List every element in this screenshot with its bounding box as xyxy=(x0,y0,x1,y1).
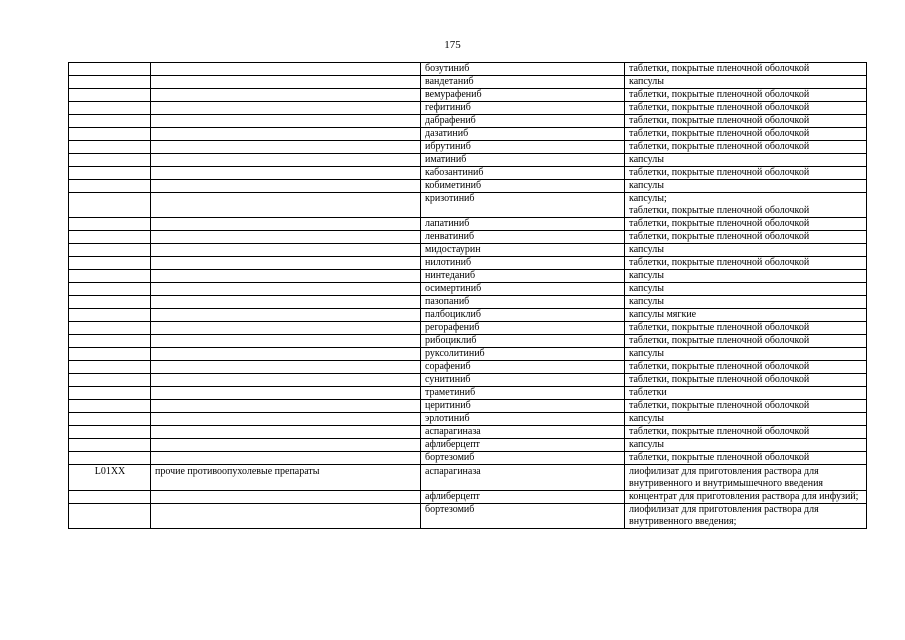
atc-code-cell xyxy=(69,439,151,452)
drug-name-cell: пазопаниб xyxy=(421,296,625,309)
drug-name-cell: ленватиниб xyxy=(421,231,625,244)
pharm-group-cell xyxy=(151,361,421,374)
dosage-form-cell: капсулы мягкие xyxy=(625,309,867,322)
drug-name-cell: дазатиниб xyxy=(421,128,625,141)
table-row xyxy=(69,231,867,244)
dosage-form-cell: лиофилизат для приготовления раствора для внутривенного и внутримышечного введения xyxy=(625,465,867,491)
table-row xyxy=(69,270,867,283)
drug-name-cell: кабозантиниб xyxy=(421,167,625,180)
atc-code-cell xyxy=(69,128,151,141)
table-row xyxy=(69,348,867,361)
pharm-group-cell xyxy=(151,89,421,102)
table-row xyxy=(69,361,867,374)
atc-code-cell xyxy=(69,115,151,128)
pharm-group-cell xyxy=(151,180,421,193)
pharm-group-cell xyxy=(151,374,421,387)
pharm-group-cell xyxy=(151,115,421,128)
dosage-form-cell: капсулы xyxy=(625,413,867,426)
table-row xyxy=(69,452,867,465)
drug-name-cell: траметиниб xyxy=(421,387,625,400)
pharm-group-cell xyxy=(151,102,421,115)
drug-name-cell: дабрафениб xyxy=(421,115,625,128)
table-row xyxy=(69,309,867,322)
dosage-form-cell: капсулы xyxy=(625,180,867,193)
atc-code-cell xyxy=(69,180,151,193)
atc-code-cell xyxy=(69,491,151,504)
drug-name-cell: афлиберцепт xyxy=(421,439,625,452)
dosage-form-cell: таблетки, покрытые пленочной оболочкой xyxy=(625,89,867,102)
drug-name-cell: палбоциклиб xyxy=(421,309,625,322)
dosage-form-cell: капсулы xyxy=(625,348,867,361)
pharm-group-cell xyxy=(151,335,421,348)
drug-name-cell: руксолитиниб xyxy=(421,348,625,361)
atc-code-cell xyxy=(69,309,151,322)
pharm-group-cell xyxy=(151,491,421,504)
drug-name-cell: мидостаурин xyxy=(421,244,625,257)
table-row xyxy=(69,76,867,89)
drug-name-cell: церитиниб xyxy=(421,400,625,413)
table-row xyxy=(69,89,867,102)
pharm-group-cell xyxy=(151,452,421,465)
dosage-form-cell: капсулы xyxy=(625,296,867,309)
pharm-group-cell xyxy=(151,348,421,361)
atc-code-cell xyxy=(69,63,151,76)
atc-code-cell xyxy=(69,89,151,102)
dosage-form-cell: таблетки, покрытые пленочной оболочкой xyxy=(625,335,867,348)
pharm-group-cell xyxy=(151,167,421,180)
pharm-group-cell xyxy=(151,400,421,413)
table-row xyxy=(69,193,867,218)
dosage-form-cell: таблетки, покрытые пленочной оболочкой xyxy=(625,115,867,128)
pharm-group-cell: прочие противоопухолевые препараты xyxy=(151,465,421,491)
table-row xyxy=(69,322,867,335)
dosage-form-cell: таблетки, покрытые пленочной оболочкой xyxy=(625,141,867,154)
drug-name-cell: сунитиниб xyxy=(421,374,625,387)
table-row xyxy=(69,504,867,529)
atc-code-cell xyxy=(69,335,151,348)
table-row xyxy=(69,426,867,439)
drug-name-cell: ибрутиниб xyxy=(421,141,625,154)
table-row xyxy=(69,244,867,257)
table-row xyxy=(69,413,867,426)
atc-code-cell xyxy=(69,141,151,154)
dosage-form-cell: таблетки, покрытые пленочной оболочкой xyxy=(625,167,867,180)
drug-name-cell: регорафениб xyxy=(421,322,625,335)
dosage-form-cell: капсулы xyxy=(625,270,867,283)
drug-name-cell: лапатиниб xyxy=(421,218,625,231)
atc-code-cell xyxy=(69,283,151,296)
drug-name-cell: вемурафениб xyxy=(421,89,625,102)
dosage-form-cell: таблетки, покрытые пленочной оболочкой xyxy=(625,374,867,387)
atc-code-cell xyxy=(69,218,151,231)
atc-code-cell xyxy=(69,244,151,257)
atc-code-cell xyxy=(69,452,151,465)
table-row xyxy=(69,491,867,504)
dosage-form-cell: таблетки, покрытые пленочной оболочкой xyxy=(625,452,867,465)
table-row xyxy=(69,218,867,231)
table-row xyxy=(69,387,867,400)
atc-code-cell xyxy=(69,154,151,167)
pharm-group-cell xyxy=(151,154,421,167)
table-row xyxy=(69,102,867,115)
drug-name-cell: бортезомиб xyxy=(421,452,625,465)
table-row xyxy=(69,374,867,387)
table-row xyxy=(69,167,867,180)
pharm-group-cell xyxy=(151,296,421,309)
pharm-group-cell xyxy=(151,231,421,244)
drug-name-cell: рибоциклиб xyxy=(421,335,625,348)
pharm-group-cell xyxy=(151,309,421,322)
drug-table-body xyxy=(69,63,867,529)
drug-name-cell: афлиберцепт xyxy=(421,491,625,504)
table-row xyxy=(69,141,867,154)
atc-code-cell xyxy=(69,257,151,270)
atc-code-cell xyxy=(69,504,151,529)
atc-code-cell xyxy=(69,193,151,218)
atc-code-cell xyxy=(69,387,151,400)
drug-table xyxy=(68,62,867,529)
table-row xyxy=(69,180,867,193)
pharm-group-cell xyxy=(151,257,421,270)
dosage-form-cell: капсулы xyxy=(625,244,867,257)
pharm-group-cell xyxy=(151,63,421,76)
drug-name-cell: бортезомиб xyxy=(421,504,625,529)
pharm-group-cell xyxy=(151,426,421,439)
pharm-group-cell xyxy=(151,283,421,296)
pharm-group-cell xyxy=(151,387,421,400)
dosage-form-cell: таблетки, покрытые пленочной оболочкой xyxy=(625,128,867,141)
atc-code-cell xyxy=(69,102,151,115)
atc-code-cell xyxy=(69,374,151,387)
atc-code-cell xyxy=(69,400,151,413)
dosage-form-cell: лиофилизат для приготовления раствора для внутривенного введения; xyxy=(625,504,867,529)
atc-code-cell xyxy=(69,426,151,439)
atc-code-cell xyxy=(69,413,151,426)
drug-name-cell: нинтеданиб xyxy=(421,270,625,283)
table-row xyxy=(69,115,867,128)
drug-name-cell: кобиметиниб xyxy=(421,180,625,193)
atc-code-cell xyxy=(69,348,151,361)
dosage-form-cell: таблетки, покрытые пленочной оболочкой xyxy=(625,361,867,374)
drug-name-cell: аспарагиназа xyxy=(421,465,625,491)
atc-code-cell xyxy=(69,361,151,374)
dosage-form-cell: таблетки, покрытые пленочной оболочкой xyxy=(625,63,867,76)
drug-name-cell: кризотиниб xyxy=(421,193,625,218)
pharm-group-cell xyxy=(151,193,421,218)
pharm-group-cell xyxy=(151,76,421,89)
atc-code-cell xyxy=(69,167,151,180)
drug-name-cell: вандетаниб xyxy=(421,76,625,89)
page-number: 175 xyxy=(444,39,461,51)
atc-code-cell xyxy=(69,296,151,309)
drug-name-cell: эрлотиниб xyxy=(421,413,625,426)
table-row xyxy=(69,63,867,76)
dosage-form-cell: капсулы xyxy=(625,76,867,89)
pharm-group-cell xyxy=(151,322,421,335)
drug-name-cell: иматиниб xyxy=(421,154,625,167)
drug-name-cell: аспарагиназа xyxy=(421,426,625,439)
table-row xyxy=(69,128,867,141)
dosage-form-cell: капсулы xyxy=(625,154,867,167)
atc-code-cell: L01XX xyxy=(69,465,151,491)
pharm-group-cell xyxy=(151,141,421,154)
table-row xyxy=(69,257,867,270)
pharm-group-cell xyxy=(151,218,421,231)
dosage-form-cell: таблетки, покрытые пленочной оболочкой xyxy=(625,102,867,115)
dosage-form-cell: таблетки, покрытые пленочной оболочкой xyxy=(625,322,867,335)
atc-code-cell xyxy=(69,231,151,244)
dosage-form-cell: таблетки, покрытые пленочной оболочкой xyxy=(625,426,867,439)
table-row xyxy=(69,296,867,309)
drug-name-cell: осимертиниб xyxy=(421,283,625,296)
atc-code-cell xyxy=(69,322,151,335)
dosage-form-cell: таблетки, покрытые пленочной оболочкой xyxy=(625,231,867,244)
drug-name-cell: гефитиниб xyxy=(421,102,625,115)
pharm-group-cell xyxy=(151,244,421,257)
pharm-group-cell xyxy=(151,439,421,452)
drug-name-cell: сорафениб xyxy=(421,361,625,374)
dosage-form-cell: таблетки, покрытые пленочной оболочкой xyxy=(625,400,867,413)
dosage-form-cell: таблетки, покрытые пленочной оболочкой xyxy=(625,257,867,270)
drug-name-cell: бозутиниб xyxy=(421,63,625,76)
atc-code-cell xyxy=(69,76,151,89)
table-row xyxy=(69,335,867,348)
drug-name-cell: нилотиниб xyxy=(421,257,625,270)
table-row xyxy=(69,283,867,296)
pharm-group-cell xyxy=(151,128,421,141)
dosage-form-cell: концентрат для приготовления раствора для инфузий; xyxy=(625,491,867,504)
table-row xyxy=(69,439,867,452)
atc-code-cell xyxy=(69,270,151,283)
table-row xyxy=(69,154,867,167)
table-row xyxy=(69,465,867,491)
dosage-form-cell: таблетки, покрытые пленочной оболочкой xyxy=(625,218,867,231)
dosage-form-cell: таблетки xyxy=(625,387,867,400)
pharm-group-cell xyxy=(151,413,421,426)
dosage-form-cell: капсулы; таблетки, покрытые пленочной оболочкой xyxy=(625,193,867,218)
pharm-group-cell xyxy=(151,504,421,529)
dosage-form-cell: капсулы xyxy=(625,439,867,452)
pharm-group-cell xyxy=(151,270,421,283)
dosage-form-cell: капсулы xyxy=(625,283,867,296)
table-row xyxy=(69,400,867,413)
